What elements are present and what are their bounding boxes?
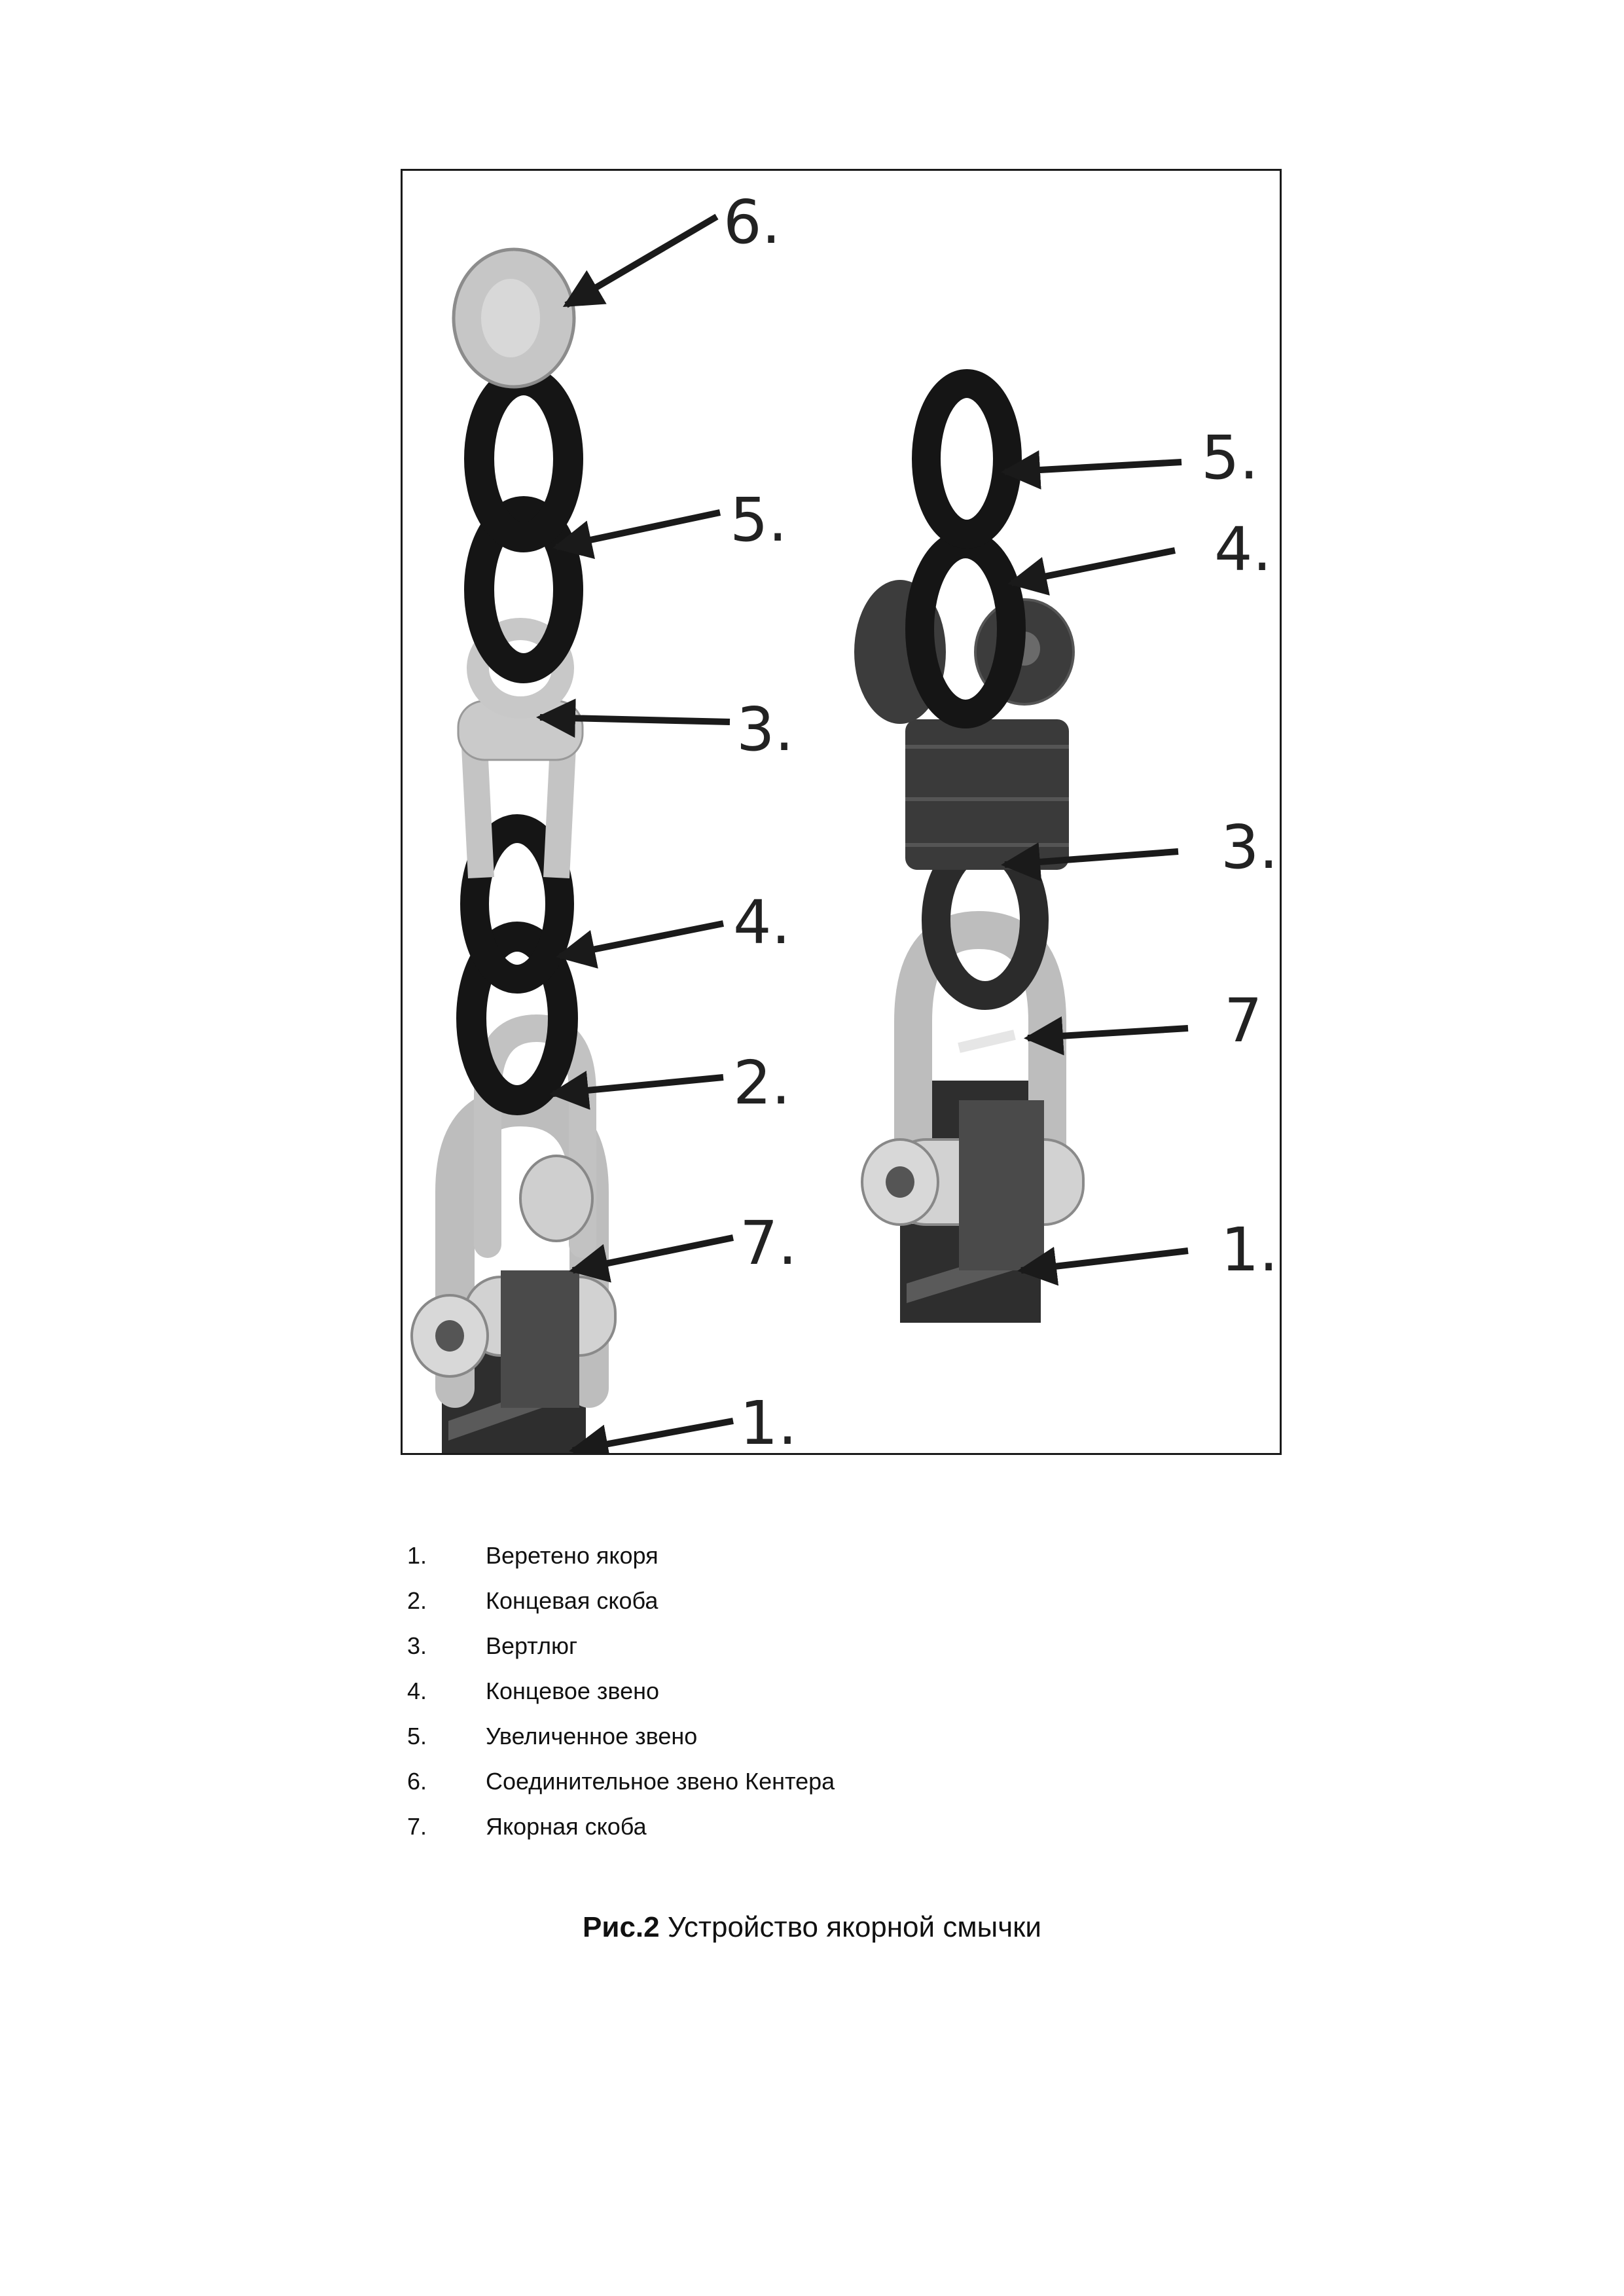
legend-text: Соединительное звено Кентера	[486, 1767, 835, 1795]
callout-arrow	[566, 217, 717, 305]
legend-number: 5.	[407, 1722, 427, 1749]
legend-item	[407, 1759, 835, 1804]
legend-item	[407, 1668, 835, 1713]
legend-number: 1.	[407, 1541, 427, 1569]
legend-text: Концевая скоба	[486, 1587, 659, 1614]
anchor-chain-illustration	[403, 171, 1280, 1453]
legend-item	[407, 1623, 835, 1668]
callout-arrow	[1011, 550, 1175, 583]
legend-item	[407, 1713, 835, 1759]
legend-item	[407, 1533, 835, 1578]
legend-number: 4.	[407, 1677, 427, 1704]
legend-text: Увеличенное звено	[486, 1722, 698, 1749]
callout-label: 7.	[740, 1208, 797, 1278]
callout-label: 4.	[733, 888, 791, 958]
callout-label: 1.	[740, 1388, 797, 1453]
legend-item	[407, 1804, 835, 1849]
callout-arrow	[1005, 462, 1182, 472]
anchor-chain-figure	[401, 169, 1282, 1455]
callout-arrow	[573, 1421, 733, 1450]
callout-label: 6.	[723, 187, 781, 257]
legend-number: 2.	[407, 1587, 427, 1614]
callout-label: 5.	[1201, 423, 1259, 493]
right-enlarged-link	[926, 384, 1007, 534]
callout-arrow	[1021, 1251, 1188, 1270]
callout-label: 3.	[736, 694, 794, 764]
right-end-link	[920, 544, 1011, 714]
legend-number: 6.	[407, 1767, 427, 1795]
legend-item	[407, 1578, 835, 1623]
legend-number: 7.	[407, 1812, 427, 1840]
legend-text: Концевое звено	[486, 1677, 660, 1704]
legend-number: 3.	[407, 1632, 427, 1659]
callout-arrow	[556, 512, 720, 547]
callout-label: 4.	[1214, 514, 1272, 584]
callout-arrow	[540, 717, 730, 722]
callout-label: 3.	[1221, 812, 1278, 882]
left-end-shackle	[488, 1028, 592, 1244]
figure-title: Устройство якорной смычки	[659, 1911, 1041, 1943]
callout-label: 5.	[730, 485, 787, 555]
legend-text: Якорная скоба	[486, 1812, 647, 1840]
figure-caption	[0, 1911, 1624, 1944]
legend-list	[407, 1533, 835, 1849]
left-chain-assembly	[412, 249, 615, 1453]
legend-text: Веретено якоря	[486, 1541, 659, 1569]
callout-label: 1.	[1221, 1215, 1278, 1285]
callout-label: 2.	[733, 1048, 791, 1118]
callout-arrow	[560, 924, 723, 956]
callout-label: 7	[1224, 986, 1263, 1056]
figure-number: Рис.2	[583, 1911, 660, 1943]
right-swivel	[905, 719, 1069, 870]
legend-text: Вертлюг	[486, 1632, 578, 1659]
right-chain-assembly	[854, 384, 1083, 1323]
